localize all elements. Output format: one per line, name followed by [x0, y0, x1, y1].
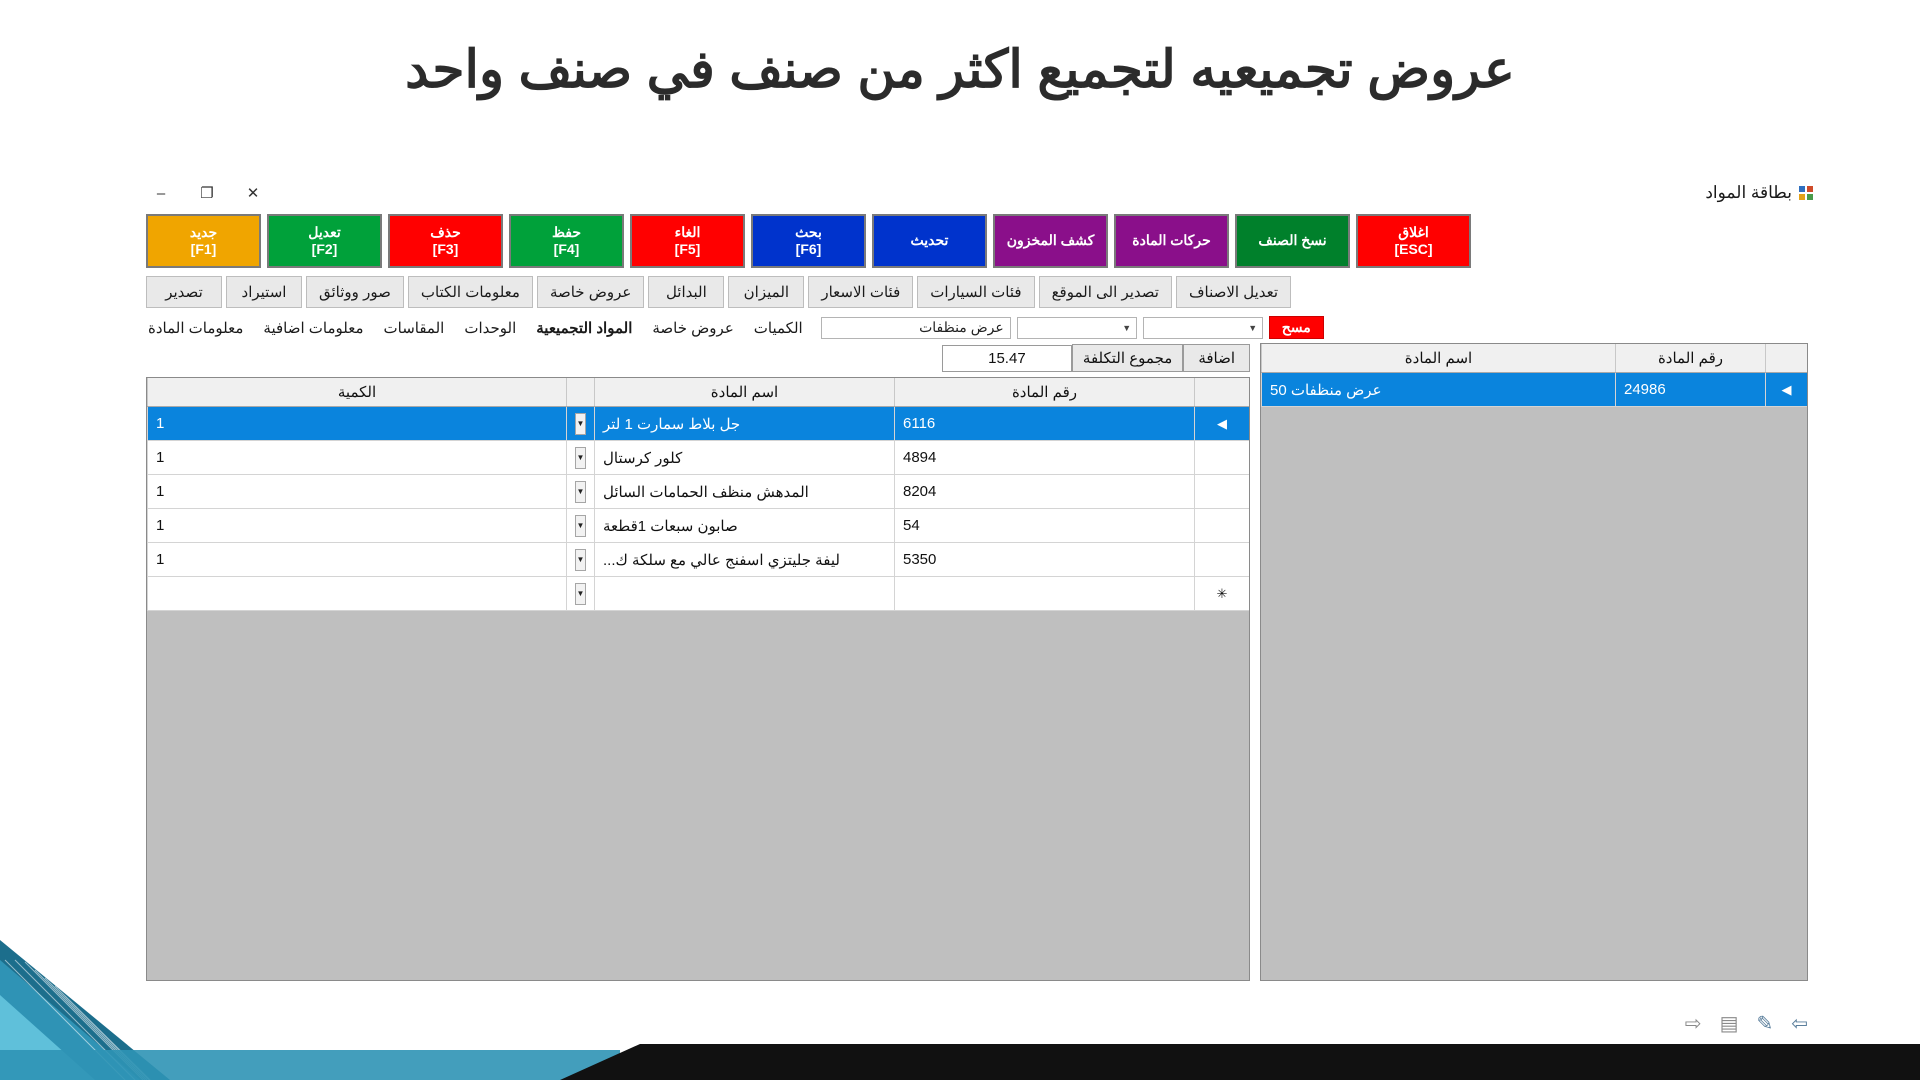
- secondary-button-alternatives[interactable]: البدائل: [648, 276, 724, 308]
- toolbar-button-save-label: حفظ: [551, 223, 582, 240]
- secondary-button-scale[interactable]: الميزان: [728, 276, 804, 308]
- secondary-button-images-documents[interactable]: صور ووثائق: [306, 276, 404, 308]
- row-item-name: المدهش منظف الحمامات السائل: [594, 475, 894, 508]
- chevron-down-icon: ▼: [1248, 322, 1258, 333]
- tab-units[interactable]: الوحدات: [464, 319, 517, 337]
- row-dropdown-cell[interactable]: [566, 577, 594, 610]
- tab-special-offers[interactable]: عروض خاصة: [652, 319, 734, 337]
- row-item-name: جل بلاط سمارت 1 لتر: [594, 407, 894, 440]
- table-row[interactable]: [147, 509, 1249, 543]
- chevron-down-icon[interactable]: ▼: [575, 549, 586, 571]
- toolbar-button-copy-item[interactable]: [1235, 214, 1350, 268]
- composite-toolbar: [146, 343, 1250, 377]
- table-row[interactable]: [1261, 373, 1807, 407]
- table-row[interactable]: [147, 543, 1249, 577]
- items-grid-header: [1261, 344, 1807, 373]
- search-input[interactable]: [821, 317, 1011, 339]
- toolbar-button-close[interactable]: [1356, 214, 1471, 268]
- search-area: [821, 316, 1324, 339]
- chevron-down-icon[interactable]: ▼: [575, 515, 586, 537]
- toolbar-button-delete-label: حذف: [430, 223, 461, 240]
- toolbar-button-edit[interactable]: [267, 214, 382, 268]
- add-button[interactable]: اضافة: [1183, 344, 1250, 372]
- toolbar-button-cancel[interactable]: [630, 214, 745, 268]
- toolbar-button-save[interactable]: [509, 214, 624, 268]
- toolbar-button-copy-item-label: نسخ الصنف: [1258, 232, 1327, 249]
- toolbar-button-search-label: بحث: [795, 223, 822, 240]
- row-selector[interactable]: ◀: [1194, 407, 1249, 440]
- tab-strip-row: [132, 308, 1822, 341]
- primary-toolbar: [132, 208, 1822, 270]
- tab-additional-info[interactable]: معلومات اضافية: [263, 319, 364, 337]
- row-selector[interactable]: [1194, 509, 1249, 542]
- row-dropdown-cell[interactable]: [566, 441, 594, 474]
- row-dropdown-cell[interactable]: [566, 475, 594, 508]
- next-arrow-icon[interactable]: ⇨: [1684, 1012, 1702, 1035]
- items-col-number: رقم المادة: [1615, 344, 1765, 372]
- secondary-button-price-categories[interactable]: فئات الاسعار: [808, 276, 913, 308]
- toolbar-button-edit-label: تعديل: [308, 223, 341, 240]
- composite-col-dropdown: [566, 378, 594, 406]
- table-row[interactable]: [147, 441, 1249, 475]
- toolbar-button-close-key: [ESC]: [1394, 241, 1433, 257]
- toolbar-button-delete-key: [F3]: [432, 241, 459, 257]
- table-row[interactable]: [147, 407, 1249, 441]
- row-item-name: كلور كرستال: [594, 441, 894, 474]
- toolbar-button-refresh[interactable]: [872, 214, 987, 268]
- toolbar-button-stock-report-label: كشف المخزون: [1006, 232, 1095, 249]
- tab-quantities[interactable]: الكميات: [753, 319, 803, 337]
- app-window-icon: [1798, 185, 1814, 201]
- close-button[interactable]: ✕: [246, 185, 260, 202]
- status-bar: [132, 1006, 1822, 1040]
- total-cost-label: مجموع التكلفة: [1072, 344, 1183, 372]
- row-item-name: عرض منظفات 50: [1261, 373, 1615, 406]
- toolbar-button-item-movements-label: حركات المادة: [1132, 232, 1211, 249]
- row-selector[interactable]: [1194, 475, 1249, 508]
- toolbar-button-save-key: [F4]: [553, 241, 580, 257]
- row-quantity[interactable]: 1: [147, 407, 566, 440]
- items-col-selector: [1765, 344, 1807, 372]
- new-row-indicator[interactable]: ✳: [1194, 577, 1249, 610]
- items-grid-body: [1261, 373, 1807, 980]
- composite-col-number: رقم المادة: [894, 378, 1194, 406]
- row-selector[interactable]: [1194, 441, 1249, 474]
- composite-grid-header: [147, 378, 1249, 407]
- row-quantity[interactable]: 1: [147, 543, 566, 576]
- table-row[interactable]: [147, 475, 1249, 509]
- toolbar-button-cancel-key: [F5]: [674, 241, 701, 257]
- chevron-down-icon[interactable]: ▼: [575, 413, 586, 435]
- application-window: [132, 178, 1822, 1040]
- composite-grid-body: [147, 407, 1249, 980]
- row-item-number: 54: [894, 509, 1194, 542]
- window-titlebar: [132, 178, 1822, 208]
- composite-col-selector: [1194, 378, 1249, 406]
- row-item-name[interactable]: [594, 577, 894, 610]
- row-item-number: 6116: [894, 407, 1194, 440]
- secondary-button-export-to-site[interactable]: تصدير الى الموقع: [1039, 276, 1172, 308]
- notes-icon[interactable]: ▤: [1719, 1012, 1739, 1035]
- bottom-stripe: [0, 1044, 1920, 1080]
- toolbar-button-stock-report[interactable]: [993, 214, 1108, 268]
- tab-composite-items[interactable]: المواد التجميعية: [536, 319, 633, 337]
- row-item-name: ليفة جليتزي اسفنج عالي مع سلكة ك...: [594, 543, 894, 576]
- secondary-button-special-offers[interactable]: عروض خاصة: [537, 276, 644, 308]
- row-quantity[interactable]: 1: [147, 441, 566, 474]
- pen-icon[interactable]: ✎: [1756, 1012, 1774, 1035]
- window-controls: [138, 178, 276, 208]
- tab-item-info[interactable]: معلومات المادة: [148, 319, 244, 337]
- toolbar-button-item-movements[interactable]: [1114, 214, 1229, 268]
- row-quantity[interactable]: 1: [147, 509, 566, 542]
- toolbar-button-cancel-label: الغاء: [674, 223, 701, 240]
- toolbar-button-edit-key: [F2]: [311, 241, 338, 257]
- secondary-button-edit-items[interactable]: تعديل الاصناف: [1176, 276, 1291, 308]
- row-selector[interactable]: [1194, 543, 1249, 576]
- row-selector[interactable]: ◀: [1765, 373, 1807, 406]
- total-cost-value: 15.47: [942, 345, 1072, 372]
- content-panes: [132, 341, 1822, 981]
- row-item-name: صابون سبعات 1قطعة: [594, 509, 894, 542]
- toolbar-button-refresh-label: تحديث: [910, 232, 949, 249]
- back-arrow-icon[interactable]: ⇦: [1791, 1012, 1808, 1035]
- row-dropdown-cell[interactable]: [566, 407, 594, 440]
- chevron-down-icon[interactable]: ▼: [575, 481, 586, 503]
- chevron-down-icon[interactable]: ▼: [575, 583, 586, 605]
- composite-col-name: اسم المادة: [594, 378, 894, 406]
- secondary-toolbar: [132, 270, 1822, 308]
- items-col-name: اسم المادة: [1261, 344, 1615, 372]
- composite-grid: [146, 377, 1250, 981]
- secondary-button-car-categories[interactable]: فئات السيارات: [917, 276, 1034, 308]
- composite-col-quantity: الكمية: [147, 378, 566, 406]
- items-list-pane: [1260, 343, 1808, 981]
- toolbar-button-new-label: جديد: [189, 223, 218, 240]
- tab-sizes[interactable]: المقاسات: [383, 319, 445, 337]
- chevron-down-icon: ▼: [1122, 322, 1132, 333]
- toolbar-button-new[interactable]: [146, 214, 261, 268]
- row-item-number[interactable]: [894, 577, 1194, 610]
- filter-combo-2[interactable]: [1143, 317, 1263, 339]
- toolbar-button-delete[interactable]: [388, 214, 503, 268]
- row-quantity[interactable]: 1: [147, 475, 566, 508]
- filter-combo-1[interactable]: [1017, 317, 1137, 339]
- chevron-down-icon[interactable]: ▼: [575, 447, 586, 469]
- clear-button[interactable]: مسح: [1269, 316, 1324, 339]
- table-row-new[interactable]: [147, 577, 1249, 611]
- toolbar-button-search[interactable]: [751, 214, 866, 268]
- toolbar-button-new-key: [F1]: [190, 241, 217, 257]
- row-item-number: 5350: [894, 543, 1194, 576]
- toolbar-button-search-key: [F6]: [795, 241, 822, 257]
- page-title: عروض تجميعيه لتجميع اكثر من صنف في صنف واحد: [405, 41, 1515, 99]
- row-item-number: 8204: [894, 475, 1194, 508]
- row-item-number: 4894: [894, 441, 1194, 474]
- row-quantity[interactable]: [147, 577, 566, 610]
- secondary-button-book-info[interactable]: معلومات الكتاب: [408, 276, 533, 308]
- window-title: بطاقة المواد: [1705, 183, 1792, 202]
- minimize-button[interactable]: –: [156, 184, 166, 202]
- row-item-number: 24986: [1615, 373, 1765, 406]
- toolbar-button-close-label: اغلاق: [1398, 223, 1429, 240]
- restore-button[interactable]: ❐: [200, 185, 214, 202]
- composite-items-pane: [146, 343, 1250, 981]
- row-dropdown-cell[interactable]: [566, 509, 594, 542]
- secondary-button-export[interactable]: تصدير: [146, 276, 222, 308]
- row-dropdown-cell[interactable]: [566, 543, 594, 576]
- secondary-button-import[interactable]: استيراد: [226, 276, 302, 308]
